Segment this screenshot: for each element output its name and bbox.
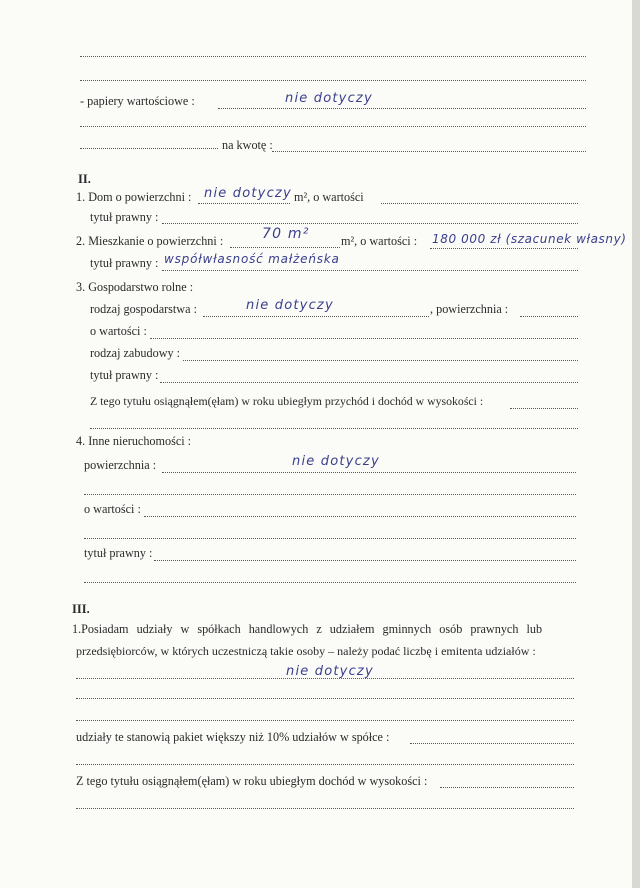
dom-label: 1. Dom o powierzchni : xyxy=(76,190,192,204)
fill-line xyxy=(76,698,574,699)
na-kwote-label: na kwotę : xyxy=(222,138,273,152)
udzialy-text-2: przedsiębiorców, w których uczestniczą takie osoby – należy podać liczbę i emitenta udziałów : xyxy=(76,644,536,658)
fill-line xyxy=(154,560,576,561)
fill-line xyxy=(76,764,574,765)
dom-m2-label: m², o wartości xyxy=(294,190,364,204)
gosp-tytul-label: tytuł prawny : xyxy=(90,368,159,382)
inne-tytul-label: tytuł prawny : xyxy=(84,546,153,560)
fill-line xyxy=(162,223,578,224)
section-ii-heading: II. xyxy=(78,172,91,186)
inne-wartosci-label: o wartości : xyxy=(84,502,141,516)
handwritten-answer: nie dotyczy xyxy=(246,298,334,313)
fill-line xyxy=(84,582,576,583)
fill-line xyxy=(80,80,586,81)
scan-edge xyxy=(632,0,640,888)
dom-tytul-label: tytuł prawny : xyxy=(90,210,159,224)
powierzchnia-gosp-label: , powierzchnia : xyxy=(430,302,509,316)
handwritten-answer: nie dotyczy xyxy=(204,186,292,201)
inne-powierzchnia-label: powierzchnia : xyxy=(84,458,157,472)
udzialy-text-1: 1.Posiadam udziały w spółkach handlowych z udziałem gminnych osób prawnych lub xyxy=(72,622,543,636)
fill-line xyxy=(76,808,574,809)
fill-line xyxy=(410,743,574,744)
mieszkanie-tytul-label: tytuł prawny : xyxy=(90,256,159,270)
fill-line xyxy=(218,108,586,109)
fill-line xyxy=(80,148,218,149)
fill-line xyxy=(84,538,576,539)
inne-label: 4. Inne nieruchomości : xyxy=(76,434,192,448)
fill-line xyxy=(183,360,578,361)
fill-line xyxy=(150,338,578,339)
fill-line xyxy=(430,248,578,249)
z-tego-przychod-label: Z tego tytułu osiągnąłem(ęłam) w roku ubiegłym przychód i dochód w wysokości : xyxy=(90,394,484,408)
fill-line xyxy=(80,56,586,57)
fill-line xyxy=(440,787,574,788)
fill-line xyxy=(160,382,578,383)
fill-line xyxy=(162,472,576,473)
fill-line xyxy=(162,270,578,271)
fill-line xyxy=(381,203,578,204)
gospodarstwo-label: 3. Gospodarstwo rolne : xyxy=(76,280,194,294)
fill-line xyxy=(80,126,586,127)
z-tego-dochod-label: Z tego tytułu osiągnąłem(ęłam) w roku ubiegłym dochód w wysokości : xyxy=(76,774,428,788)
fill-line xyxy=(198,203,290,204)
fill-line xyxy=(90,428,578,429)
mieszkanie-m2-label: m², o wartości : xyxy=(341,234,418,248)
handwritten-answer: nie dotyczy xyxy=(292,454,380,469)
rodzaj-gosp-label: rodzaj gospodarstwa : xyxy=(90,302,197,316)
handwritten-value: 180 000 zł (szacunek własny) xyxy=(432,232,627,246)
rodzaj-zabudowy-label: rodzaj zabudowy : xyxy=(90,346,181,360)
gosp-wartosci-label: o wartości : xyxy=(90,324,147,338)
handwritten-area: 70 m² xyxy=(262,226,310,242)
fill-line xyxy=(230,247,340,248)
papiery-label: - papiery wartościowe : xyxy=(80,94,195,108)
fill-line xyxy=(203,316,429,317)
fill-line xyxy=(272,151,586,152)
fill-line xyxy=(520,316,578,317)
handwritten-title: współwłasność małżeńska xyxy=(164,252,340,266)
fill-line xyxy=(76,720,574,721)
fill-line xyxy=(510,408,578,409)
handwritten-answer: nie dotyczy xyxy=(285,91,373,106)
section-iii-heading: III. xyxy=(72,602,90,616)
mieszkanie-label: 2. Mieszkanie o powierzchni : xyxy=(76,234,224,248)
udzialy-pakiet-label: udziały te stanowią pakiet większy niż 10% udziałów w spółce : xyxy=(76,730,390,744)
handwritten-answer: nie dotyczy xyxy=(286,664,374,679)
fill-line xyxy=(84,494,576,495)
fill-line xyxy=(144,516,576,517)
